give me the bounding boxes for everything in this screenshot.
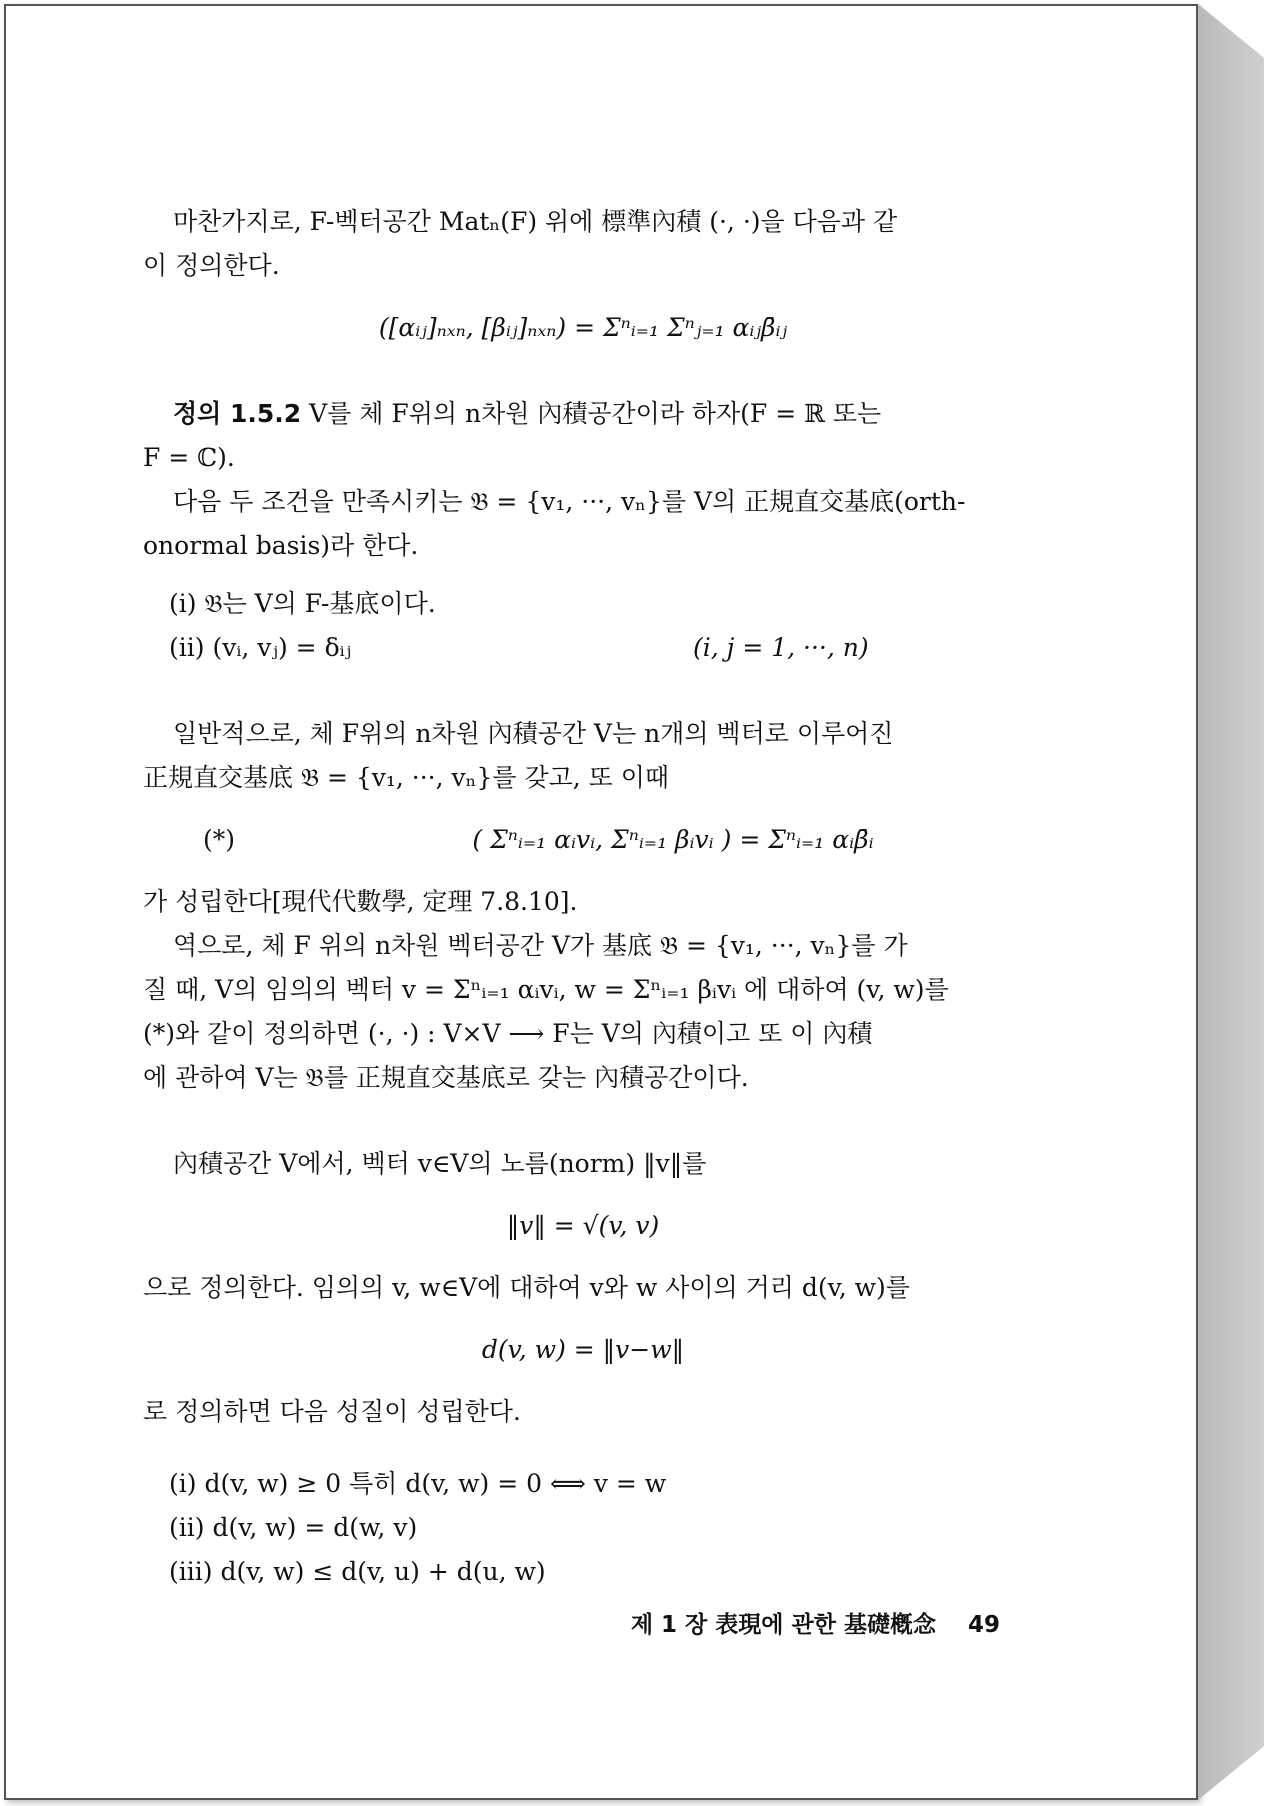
paragraph-line: 이 정의한다.: [143, 251, 280, 280]
definition-label: 정의 1.5.2: [173, 399, 302, 428]
paragraph-line: 역으로, 체 F 위의 n차원 벡터공간 V가 基底 𝔅 = {v₁, ···, vₙ}를 가: [173, 931, 908, 960]
equation-formula: ( Σⁿᵢ₌₁ αᵢvᵢ, Σⁿᵢ₌₁ βᵢvᵢ ) = Σⁿᵢ₌₁ αᵢβ̄ᵢ: [472, 825, 874, 854]
condition-text: (ii) (vᵢ, vⱼ) = δᵢⱼ: [169, 633, 352, 662]
paragraph-line: 로 정의하면 다음 성질이 성립한다.: [143, 1397, 521, 1426]
condition-list: [143, 582, 1023, 670]
paragraph-line: 가 성립한다[現代代數學, 定理 7.8.10].: [143, 887, 578, 916]
condition-item: (i) 𝔅는 V의 F-基底이다.: [169, 589, 436, 618]
page-number: 49: [967, 1612, 1000, 1638]
paragraph-line: onormal basis)라 한다.: [143, 531, 419, 560]
equation-star: [143, 818, 1023, 862]
paragraph-line: 일반적으로, 체 F위의 n차원 內積공간 V는 n개의 벡터로 이루어진: [173, 719, 894, 748]
definition-line: F = ℂ).: [143, 443, 235, 472]
condition-range: (i, j = 1, ···, n): [693, 633, 869, 662]
definition-text: V를 체 F위의 n차원 內積공간이라 하자(F = ℝ 또는: [301, 399, 882, 428]
equation-norm: ‖v‖ = √(v, v): [506, 1211, 660, 1240]
paragraph-line: 正規直交基底 𝔅 = {v₁, ···, vₙ}를 갖고, 또 이때: [143, 763, 670, 792]
paragraph-line: 에 관하여 V는 𝔅를 正規直交基底로 갖는 內積공간이다.: [143, 1063, 749, 1092]
paragraph-line: (*)와 같이 정의하면 (·, ·) : V×V ⟶ F는 V의 內積이고 또 이 內積: [143, 1019, 873, 1048]
definition-line: [143, 392, 1023, 436]
equation-distance: d(v, w) = ‖v−w‖: [481, 1335, 685, 1364]
page-footer: [600, 1606, 1000, 1639]
paragraph-line: 다음 두 조건을 만족시키는 𝔅 = {v₁, ···, vₙ}를 V의 正規直交基底(orth-: [173, 487, 966, 516]
equation-standard-inner-product: ([αᵢⱼ]ₙₓₙ, [βᵢⱼ]ₙₓₙ) = Σⁿᵢ₌₁ Σⁿⱼ₌₁ αᵢⱼβ̄ᵢⱼ: [378, 313, 788, 342]
property-item: (i) d(v, w) ≥ 0 특히 d(v, w) = 0 ⟺ v = w: [169, 1469, 667, 1498]
paragraph-line: 으로 정의한다. 임의의 v, w∈V에 대하여 v와 w 사이의 거리 d(v, w)를: [143, 1273, 910, 1302]
condition-item: [169, 626, 1023, 670]
paragraph-line: 마찬가지로, F-벡터공간 Matₙ(F) 위에 標準內積 (·, ·)을 다음과 같: [173, 207, 898, 236]
chapter-title: 제 1 장 表現에 관한 基礎槪念: [630, 1612, 936, 1638]
page-body: [143, 200, 1023, 1594]
property-item: (ii) d(v, w) = d(w, v): [169, 1513, 418, 1542]
paragraph-line: 內積공간 V에서, 벡터 v∈V의 노름(norm) ‖v‖를: [173, 1149, 707, 1178]
property-list: [143, 1462, 1023, 1594]
page-edge: [1198, 4, 1264, 1800]
property-item: (iii) d(v, w) ≤ d(v, u) + d(u, w): [169, 1557, 546, 1586]
paragraph-line: 질 때, V의 임의의 벡터 v = Σⁿᵢ₌₁ αᵢvᵢ, w = Σⁿᵢ₌₁ βᵢvᵢ 에 대하여 (v, w)를: [143, 975, 949, 1004]
equation-label: (*): [203, 825, 236, 854]
